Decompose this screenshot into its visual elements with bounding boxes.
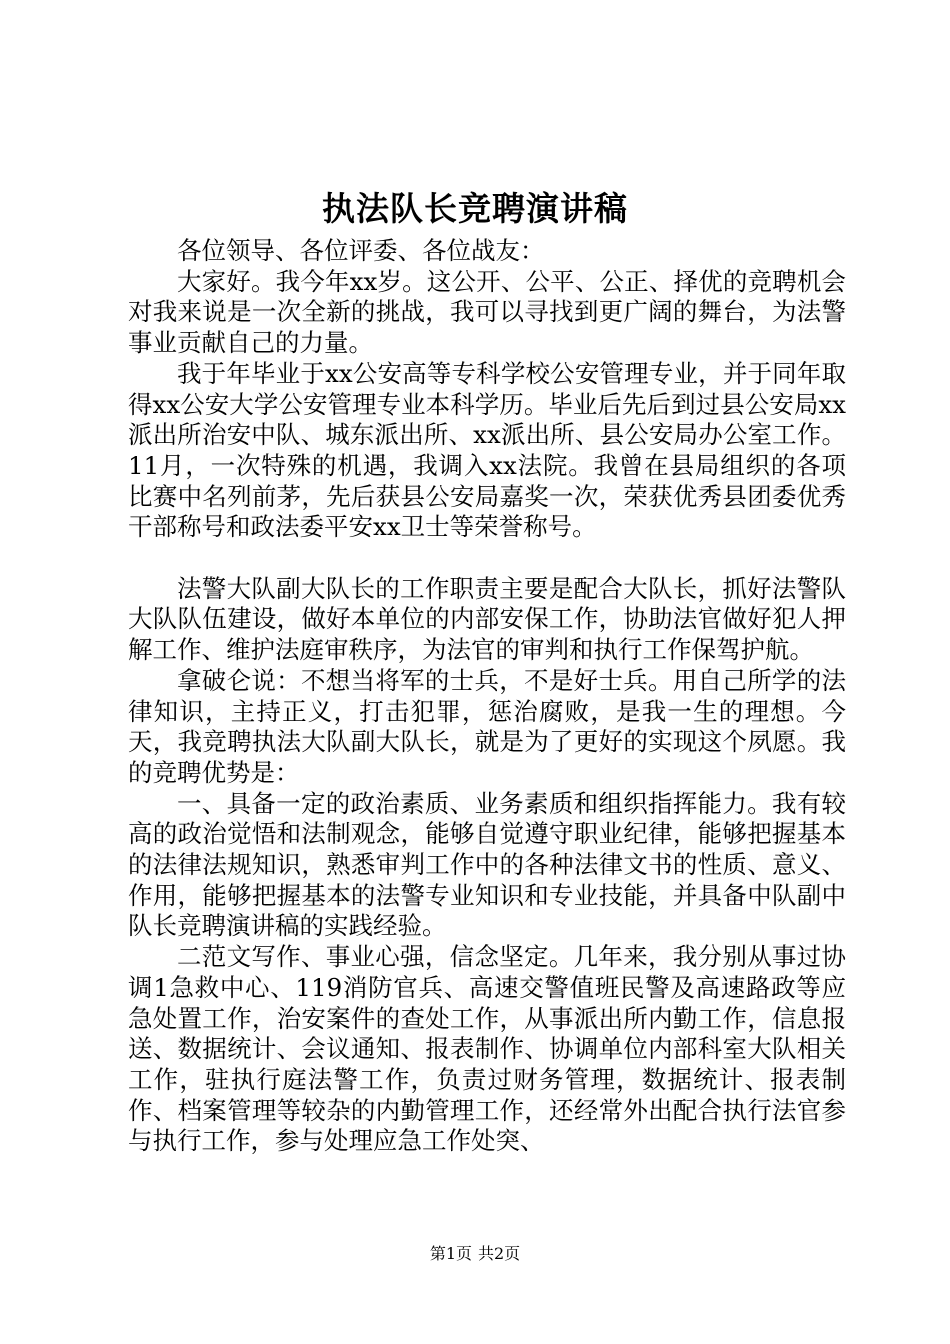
- advantage-one-paragraph: 一、具备一定的政治素质、业务素质和组织指挥能力。我有较高的政治觉悟和法制观念，能够自觉遵守职业纪律，能够把握基本的法律法规知识，熟悉审判工作中的各种法律文书的性质、意义、作用，能够把握基本的法警专业知识和专业技能，并具备中队副中队长竞聘演讲稿的实践经验。: [128, 788, 846, 941]
- greeting-paragraph: 各位领导、各位评委、各位战友：: [177, 236, 545, 265]
- document-title: 执法队长竞聘演讲稿: [322, 189, 628, 228]
- page-footer: [0, 1242, 950, 1266]
- page-number: 第1页: [429, 1244, 472, 1263]
- motivation-paragraph: 拿破仑说：不想当将军的士兵，不是好士兵。用自己所学的法律知识，主持正义，打击犯罪，惩治腐败，是我一生的理想。今天，我竞聘执法大队副大队长，就是为了更好的实现这个夙愿。我的竞聘优势是：: [128, 665, 846, 787]
- background-paragraph: 我于年毕业于xx公安高等专科学校公安管理专业，并于同年取得xx公安大学公安管理专业本科学历。毕业后先后到过县公安局xx派出所治安中队、城东派出所、xx派出所、县公安局办公室工作。11月，一次特殊的机遇，我调入xx法院。我曾在县局组织的各项比赛中名列前茅，先后获县公安局嘉奖一次，荣获优秀县团委优秀干部称号和政法委平安xx卫士等荣誉称号。: [128, 358, 846, 542]
- document-body: [128, 236, 846, 1157]
- duties-paragraph: 法警大队副大队长的工作职责主要是配合大队长，抓好法警队大队队伍建设，做好本单位的内部安保工作，协助法官做好犯人押解工作、维护法庭审秩序，为法官的审判和执行工作保驾护航。: [128, 573, 846, 665]
- advantage-two-paragraph: 二范文写作、事业心强，信念坚定。几年来，我分别从事过协调1急救中心、119消防官兵、高速交警值班民警及高速路政等应急处置工作，治安案件的查处工作，从事派出所内勤工作，信息报送、数据统计、会议通知、报表制作、协调单位内部科室大队相关工作，驻执行庭法警工作，负责过财务管理，数据统计、报表制作、档案管理等较杂的内勤管理工作，还经常外出配合执行法官参与执行工作，参与处理应急工作处突、: [128, 942, 846, 1156]
- page-total: 共2页: [478, 1244, 521, 1263]
- intro-paragraph: 大家好。我今年xx岁。这公开、公平、公正、择优的竞聘机会对我来说是一次全新的挑战，我可以寻找到更广阔的舞台，为法警事业贡献自己的力量。: [128, 266, 846, 358]
